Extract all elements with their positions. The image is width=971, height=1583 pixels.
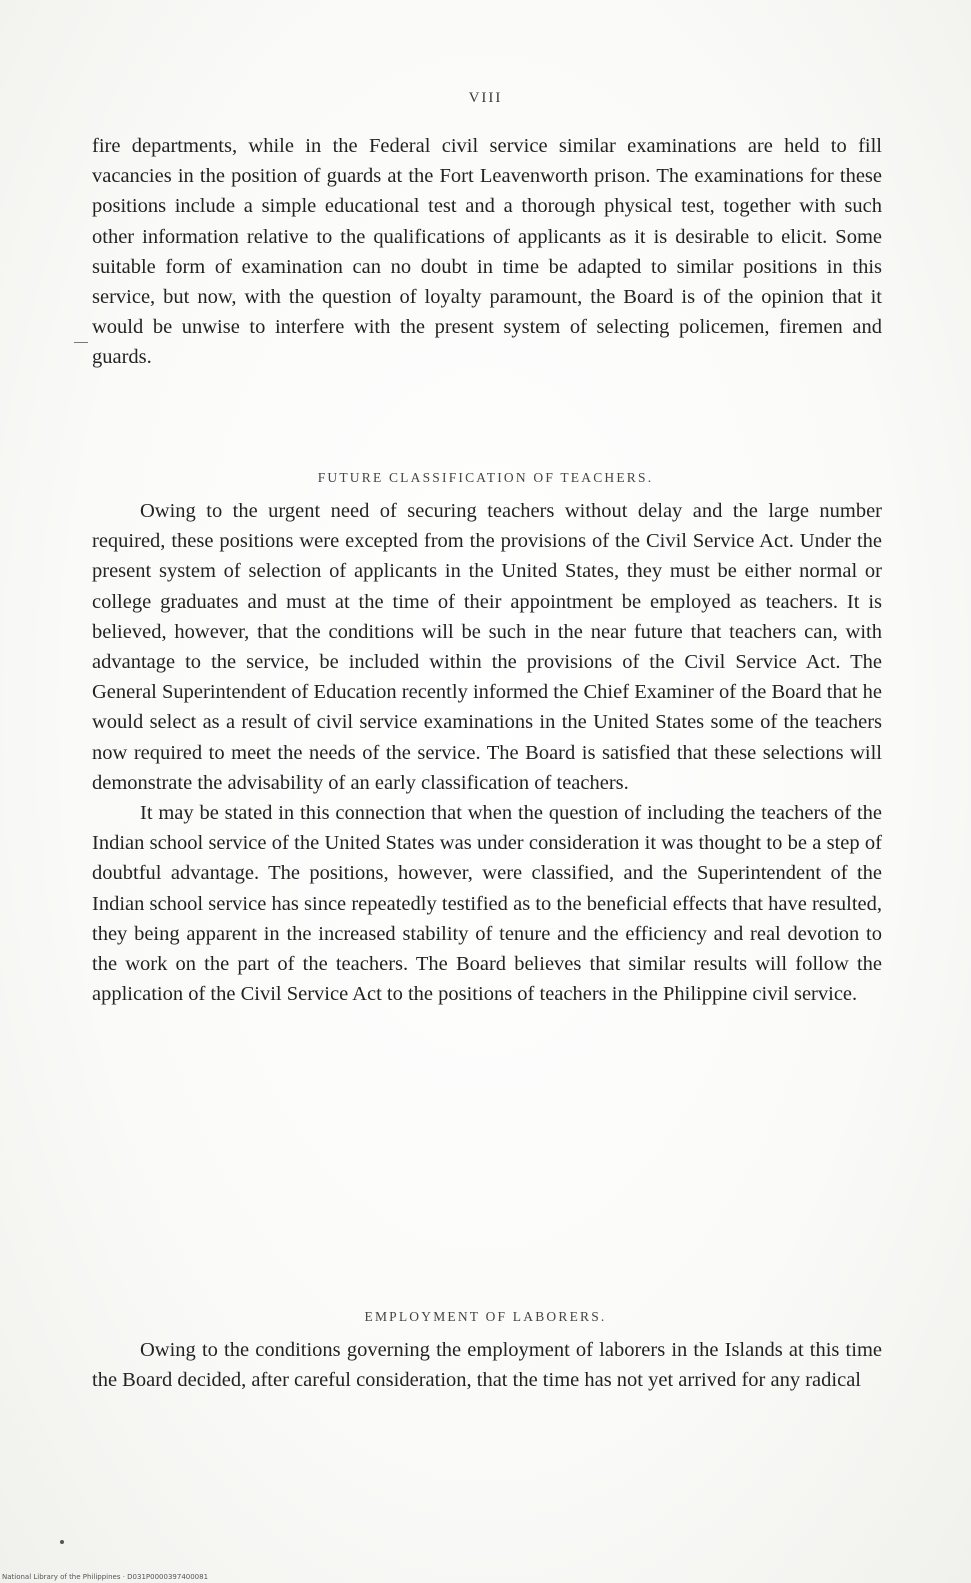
section-heading-teachers: FUTURE CLASSIFICATION OF TEACHERS.: [317, 470, 654, 485]
section-heading-laborers: EMPLOYMENT OF LABORERS.: [364, 1309, 607, 1324]
page-number: VIII: [468, 90, 503, 106]
paragraph: It may be stated in this connection that when the question of including the teachers of the Indian school service of the United States was under consideration it was thought to be a step of doubtful advantage. The positions, however, were classified, and the Superintendent of the Indian school service has since repeatedly testified as to the beneficial effects that have resulted, they being apparent in the increased stability of tenure and the efficiency and real devotion to the work on the part of the teachers. The Board believes that similar results will follow the application of the Civil Service Act to the positions of teachers in the Philippine civil service.: [92, 802, 882, 1006]
source-watermark: National Library of the Philippines · D031P0000397400081: [2, 1573, 209, 1581]
paragraph: Owing to the urgent need of securing teachers without delay and the large number required, these positions were excepted from the provisions of the Civil Service Act. Under the present system of selection of applicants in the United States, they must be either normal or college graduates and must at the time of their appointment be employed as teachers. It is believed, however, that the conditions will be such in the near future that teachers can, with advantage to the service, be included within the provisions of the Civil Service Act. The General Superintendent of Education recently informed the Chief Examiner of the Board that he would select as a result of civil service examinations in the United States some of the teachers now required to meet the needs of the service. The Board is satisfied that these selections will demonstrate the advisability of an early classification of teachers.: [92, 500, 882, 794]
section-3-body: [92, 1335, 882, 1395]
ink-speck: [60, 1540, 64, 1544]
paragraph: fire departments, while in the Federal civil service similar examinations are held to fill vacancies in the position of guards at the Fort Leavenworth prison. The examinations for these positions include a simple educational test and a thorough physical test, together with such other information relative to the qualifications of applicants as it is desirable to elicit. Some suitable form of examination can no doubt in time be adapted to similar positions in this service, but now, with the question of loyalty paramount, the Board is of the opinion that it would be unwise to interfere with the present system of selecting policemen, firemen and guards.: [92, 135, 882, 369]
margin-mark: [74, 342, 88, 343]
section-2-body: [92, 496, 882, 1009]
paragraph: Owing to the conditions governing the employment of laborers in the Islands at this time the Board decided, after careful consideration, that the time has not yet arrived for any radical: [92, 1339, 882, 1392]
section-1-body: [92, 131, 882, 373]
